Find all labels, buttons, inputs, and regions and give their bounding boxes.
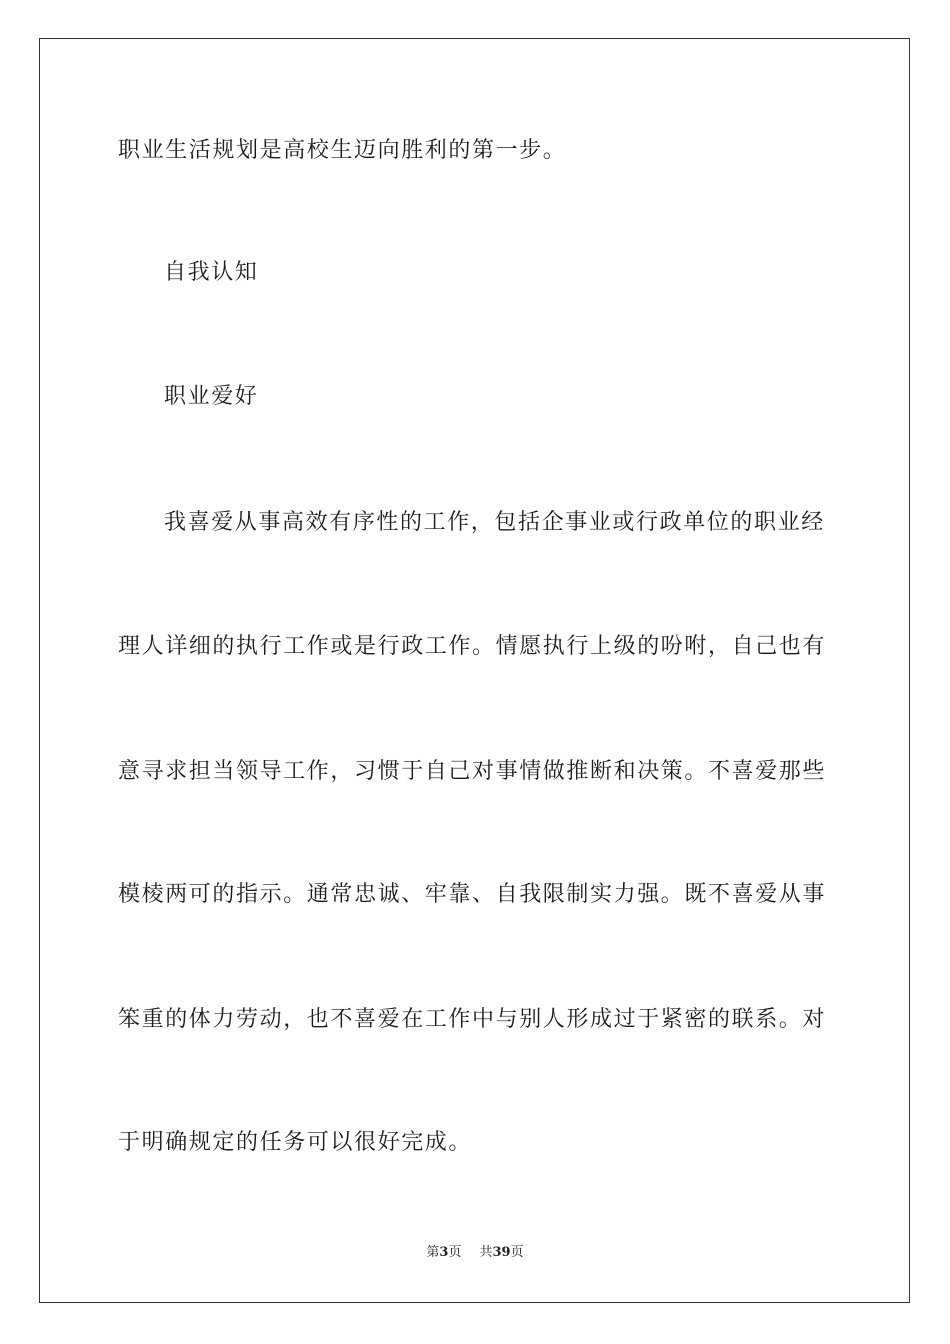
paragraph-line-2: 我喜爱从事高效有序性的工作，包括企事业或行政单位的职业经 — [164, 510, 825, 535]
heading-career-interest: 职业爱好 — [164, 384, 259, 409]
paragraph-line-7: 于明确规定的任务可以很好完成。 — [118, 1130, 473, 1155]
paragraph-line-5: 模棱两可的指示。通常忠诚、牢靠、自我限制实力强。既不喜爱从事 — [118, 882, 827, 907]
total-prefix: 共 — [479, 1245, 493, 1260]
page-number: 3 — [439, 1245, 449, 1260]
paragraph-line-4: 意寻求担当领导工作，习惯于自己对事情做推断和决策。不喜爱那些 — [118, 759, 827, 784]
paragraph-line-1: 职业生活规划是高校生迈向胜利的第一步。 — [118, 138, 567, 163]
paragraph-line-6: 笨重的体力劳动，也不喜爱在工作中与别人形成过于紧密的联系。对 — [118, 1007, 827, 1032]
page-border — [39, 38, 910, 1303]
total-suffix: 页 — [510, 1245, 524, 1260]
page-footer — [0, 1243, 950, 1263]
total-pages: 39 — [492, 1245, 511, 1260]
page-suffix: 页 — [448, 1245, 462, 1260]
page-prefix: 第 — [426, 1245, 440, 1260]
paragraph-line-3: 理人详细的执行工作或是行政工作。情愿执行上级的吩咐，自己也有 — [118, 634, 827, 659]
heading-self-awareness: 自我认知 — [164, 260, 259, 285]
